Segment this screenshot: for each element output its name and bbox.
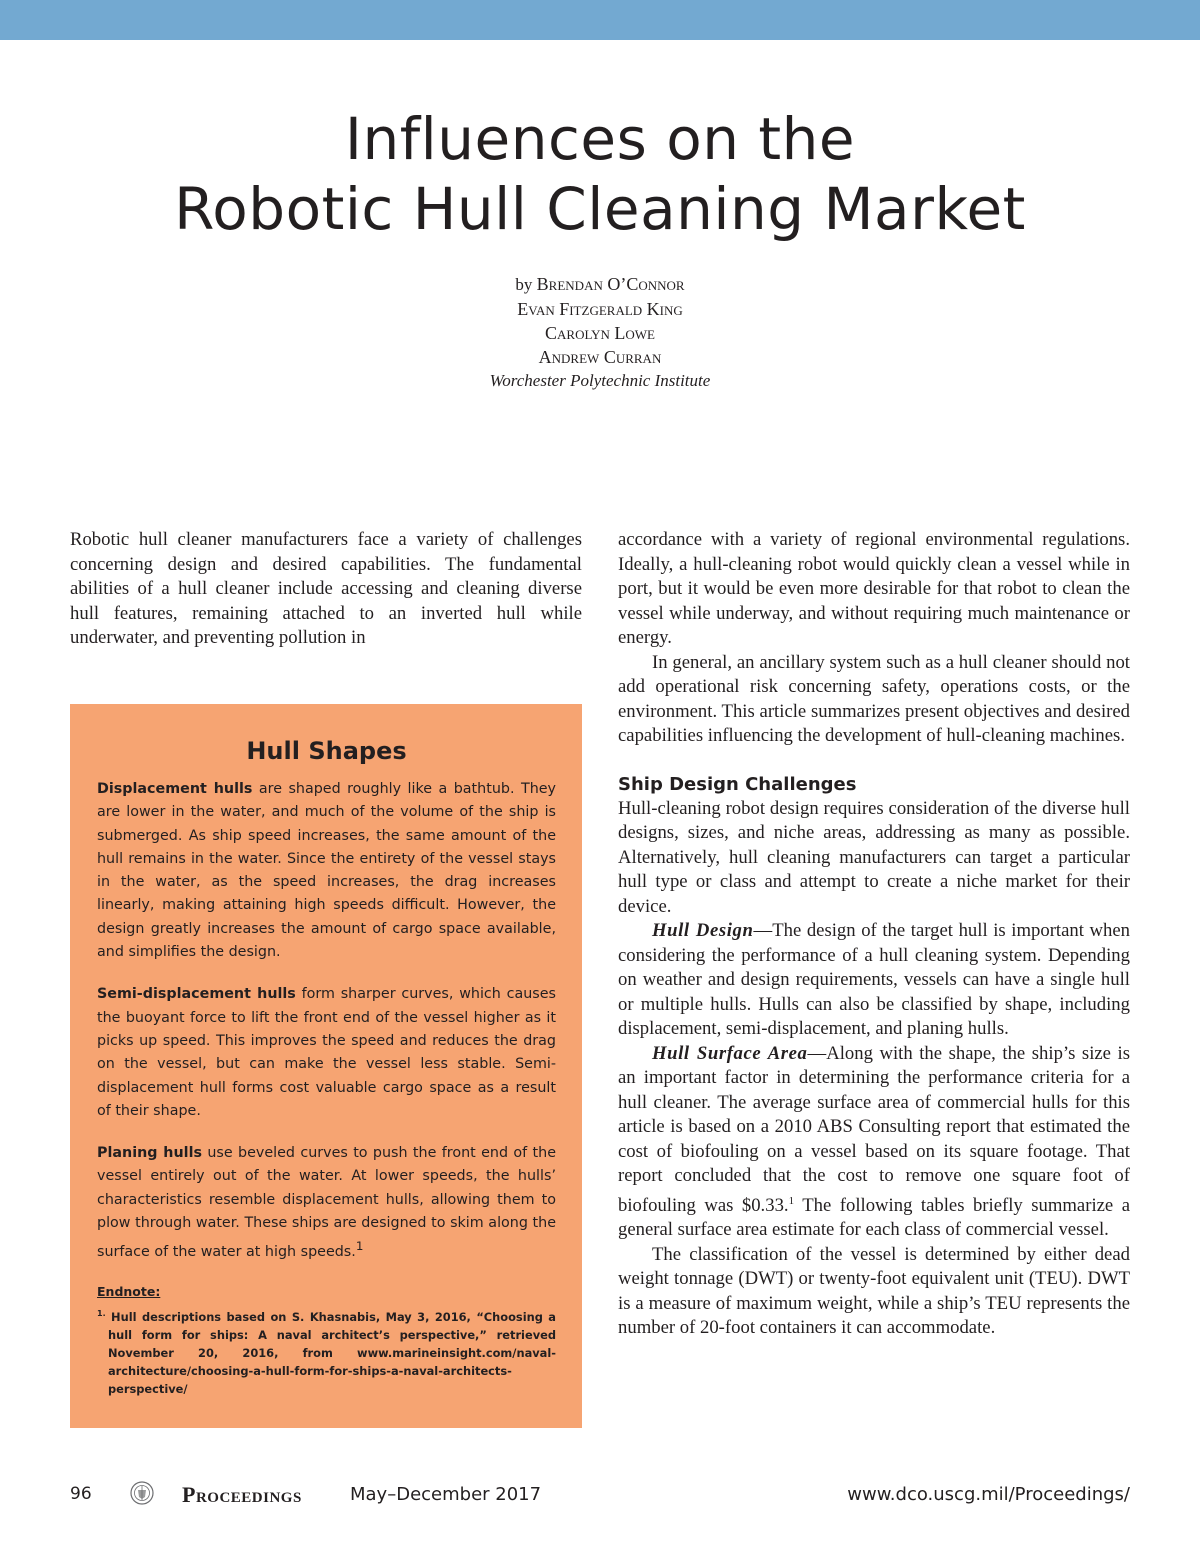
run-in-head: Hull Surface Area [652, 1042, 808, 1064]
sidebar-term: Displacement hulls [97, 781, 253, 797]
publication-name: Proceedings [182, 1482, 302, 1507]
endnote-number: 1. [97, 1309, 106, 1319]
paragraph-text: —The design of the target hull is important when considering the performance of a hull cleaning system. Depending on weather and design requirements, vessels can have a single hull or multiple hulls. Hulls can also be classified by shape, including displacement, semi-displacement, and planing hulls. [618, 920, 1130, 1039]
paragraph-text: The following tables briefly summarize a general surface area estimate for each class of commercial vessel. [618, 1194, 1130, 1241]
byline [0, 272, 1200, 393]
left-column [70, 528, 582, 651]
body-paragraph: accordance with a variety of regional environmental regulations. Ideally, a hull-cleaning robot would quickly clean a vessel while in port, but it would be even more desirable for that robot to clean the vessel while underway, and without requiring much maintenance or energy. [618, 529, 1130, 648]
coast-guard-seal-icon [130, 1481, 154, 1505]
sidebar-term: Planing hulls [97, 1145, 202, 1162]
article-title [0, 104, 1200, 244]
sidebar-title: Hull Shapes [246, 737, 407, 765]
endnote-body: Hull descriptions based on S. Khasnabis, May 3, 2016, “Choosing a hull form for ships: A naval architect’s perspective,” retrieved November 20, 2016, from www.marineinsight.com/naval-architecture/choosing-a-hull-form-for-ships-a-naval-architects-perspective/ [105, 1310, 556, 1397]
footnote-ref: 1 [355, 1239, 364, 1254]
body-paragraph: In general, an ancillary system such as a hull cleaner should not add operational risk concerning safety, operations costs, or the environment. This article summarizes present objectives and desired capabilities influencing the development of hull-cleaning machines. [618, 651, 1130, 746]
sidebar-text: are shaped roughly like a bathtub. They are lower in the water, and much of the volume of the ship is submerged. As ship speed increases, the same amount of the hull remains in the water. Since the entirety of the vessel stays in the water, as the speed increases, the drag increases linearly, making attaining high speeds difficult. However, the design greatly increases the amount of cargo space available, and simplifies the design. [97, 781, 557, 961]
hull-surface-area-paragraph [618, 1042, 1130, 1243]
header-band [0, 0, 1200, 40]
sidebar-text: use beveled curves to push the front end of the vessel entirely out of the water. At lower speeds, the hulls’ characteristics resemble displacement hulls, allowing them to plow through water. These ships are designed to skim along the surface of the water at high speeds. [97, 1145, 556, 1261]
sidebar-item-semi-displacement [97, 983, 556, 1123]
author-name: Andrew Curran [538, 347, 662, 367]
author-name: Carolyn Lowe [545, 323, 655, 343]
section-heading: Ship Design Challenges [618, 773, 857, 795]
body-paragraph: Hull-cleaning robot design requires consideration of the diverse hull designs, sizes, and niche areas, addressing as many as possible. Alternatively, hull cleaning manufacturers can target a particular hull type or class and attempt to create a niche market for their device. [618, 797, 1130, 917]
endnote-text [97, 1305, 556, 1398]
footer-url[interactable]: www.dco.uscg.mil/Proceedings/ [847, 1484, 1130, 1505]
intro-paragraph: Robotic hull cleaner manufacturers face a variety of challenges concerning design and desired capabilities. The fundamental abilities of a hull cleaner include accessing and cleaning diverse hull features, remaining attached to an inverted hull while underwater, and preventing pollution in [70, 529, 582, 648]
page-footer [0, 1484, 1200, 1508]
paragraph-text: —Along with the shape, the ship’s size is an important factor in determining the performance criteria for a hull cleaner. The average surface area of commercial hulls for this article is based on a 2010 ABS Consulting report that estimated the cost of biofouling on a vessel based on its square footage. That report concluded that the cost to remove one square foot of biofouling was $0.33. [618, 1042, 1130, 1216]
hull-shapes-sidebar [70, 704, 582, 1428]
sidebar-item-displacement [97, 778, 556, 964]
institution: Worchester Polytechnic Institute [489, 371, 711, 390]
endnote-label: Endnote: [97, 1284, 161, 1300]
hull-design-paragraph [618, 919, 1130, 1042]
author-name: Brendan O’Connor [536, 274, 685, 294]
byline-prefix: by [515, 275, 533, 294]
footnote-ref: 1 [788, 1194, 795, 1207]
author-1-line [0, 272, 1200, 297]
title-line-1: Influences on the [344, 105, 856, 173]
sidebar-term: Semi-displacement hulls [97, 986, 296, 1003]
page-number: 96 [70, 1484, 92, 1504]
issue-date: May–December 2017 [350, 1484, 542, 1505]
author-name: Evan Fitzgerald King [517, 299, 683, 319]
sidebar-text: form sharper curves, which causes the buoyant force to lift the front end of the vessel higher as it picks up speed. This improves the speed and reduces the drag on the vessel, but can make the vessel less stable. Semi-displacement hull forms cost valuable cargo space as a result of their shape. [97, 986, 556, 1119]
body-paragraph: The classification of the vessel is determined by either dead weight tonnage (DWT) or twenty-foot equivalent unit (TEU). DWT is a measure of maximum weight, while a ship’s TEU represents the number of 20-foot containers it can accommodate. [618, 1243, 1130, 1339]
sidebar-item-planing [97, 1142, 556, 1264]
right-column [618, 528, 1130, 1341]
run-in-head: Hull Design [652, 920, 754, 941]
title-line-2: Robotic Hull Cleaning Market [174, 175, 1026, 243]
